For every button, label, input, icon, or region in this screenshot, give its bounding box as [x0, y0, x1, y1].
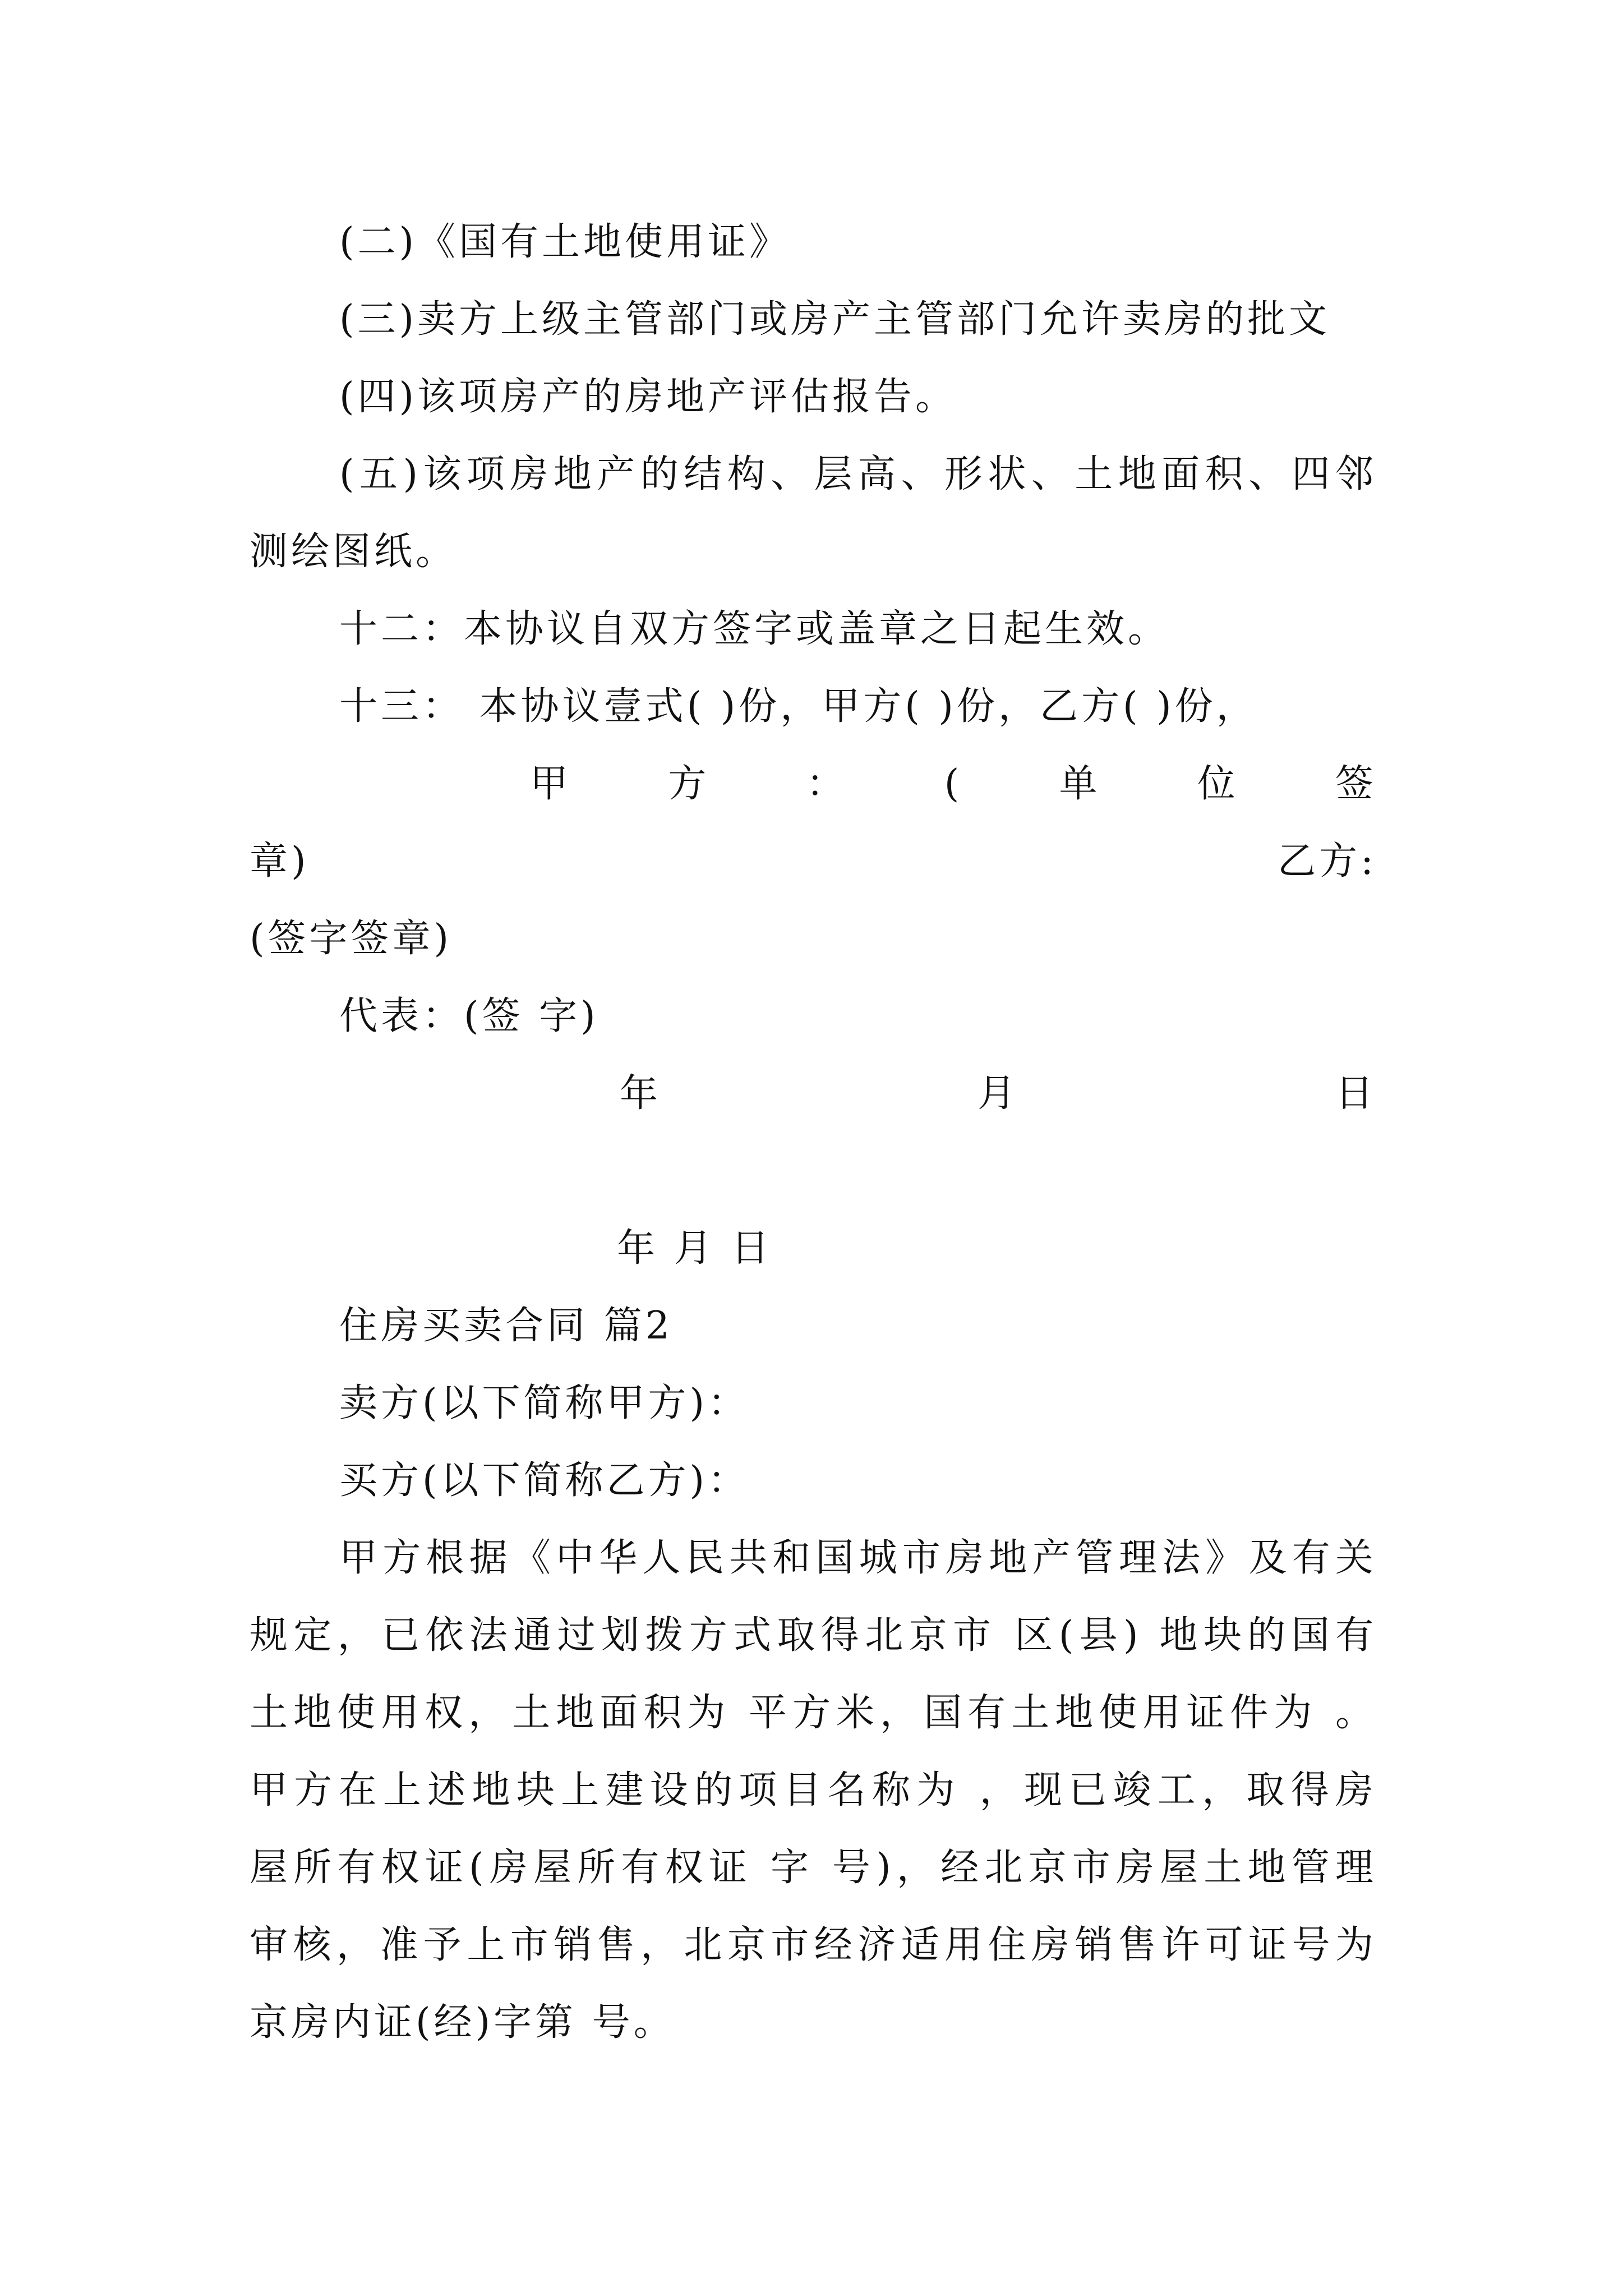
body-line-7: 京房内证(经)字第 号。 [250, 2000, 675, 2045]
seller-line: 卖方(以下简称甲方)： [339, 1381, 750, 1425]
list-item-structure-drawings: (五)该项房地产的结构、层高、形状、土地面积、四邻 [339, 452, 1377, 496]
clause-twelve: 十二：本协议自双方签字或盖章之日起生效。 [339, 607, 1170, 651]
sig-char: ： [806, 762, 848, 806]
party-b-signature: (签字签章) [250, 917, 453, 961]
representative-signature: 代表：(签 字) [339, 994, 599, 1038]
body-line-1: 甲方根据《中华人民共和国城市房地产管理法》及有关 [339, 1536, 1377, 1580]
sig-char: 方 [668, 762, 710, 806]
party-b-label: 乙方: [1278, 839, 1377, 884]
seal-and-party-b-row [250, 828, 1377, 895]
list-item-structure-drawings-cont: 测绘图纸。 [250, 530, 458, 574]
sig-char: 甲 [530, 762, 572, 806]
date-row-party-a [250, 1060, 1377, 1128]
section-heading: 住房买卖合同 篇2 [339, 1304, 673, 1348]
date-month: 月 [977, 1071, 1019, 1116]
list-item-appraisal-report: (四)该项房产的房地产评估报告。 [339, 375, 957, 419]
list-item-land-certificate: (二)《国有土地使用证》 [339, 220, 791, 264]
sig-char: 签 [1335, 762, 1377, 806]
clause-thirteen: 十三： 本协议壹式( )份，甲方( )份，乙方( )份， [339, 684, 1258, 729]
date-year: 年 [620, 1071, 662, 1116]
sig-char: 位 [1197, 762, 1239, 806]
date-row-party-b: 年 月 日 [617, 1226, 773, 1271]
date-day: 日 [1335, 1071, 1377, 1116]
body-line-5: 屋所有权证(房屋所有权证 字 号)，经北京市房屋土地管理 [250, 1846, 1377, 1890]
buyer-line: 买方(以下简称乙方)： [339, 1458, 750, 1503]
sig-char: 单 [1059, 762, 1101, 806]
party-a-signature-row [250, 751, 1377, 818]
body-line-6: 审核，准予上市销售，北京市经济适用住房销售许可证号为 [250, 1923, 1377, 1967]
body-line-4: 甲方在上述地块上建设的项目名称为 ，现已竣工，取得房 [250, 1768, 1377, 1812]
body-line-2: 规定，已依法通过划拨方式取得北京市 区(县) 地块的国有 [250, 1613, 1377, 1658]
body-line-3: 土地使用权，土地面积为 平方米，国有土地使用证件为 。 [250, 1691, 1377, 1735]
sig-char: ( [944, 762, 963, 806]
seal-label-cont: 章) [250, 839, 310, 884]
list-item-approval-document: (三)卖方上级主管部门或房产主管部门允许卖房的批文 [339, 297, 1331, 342]
